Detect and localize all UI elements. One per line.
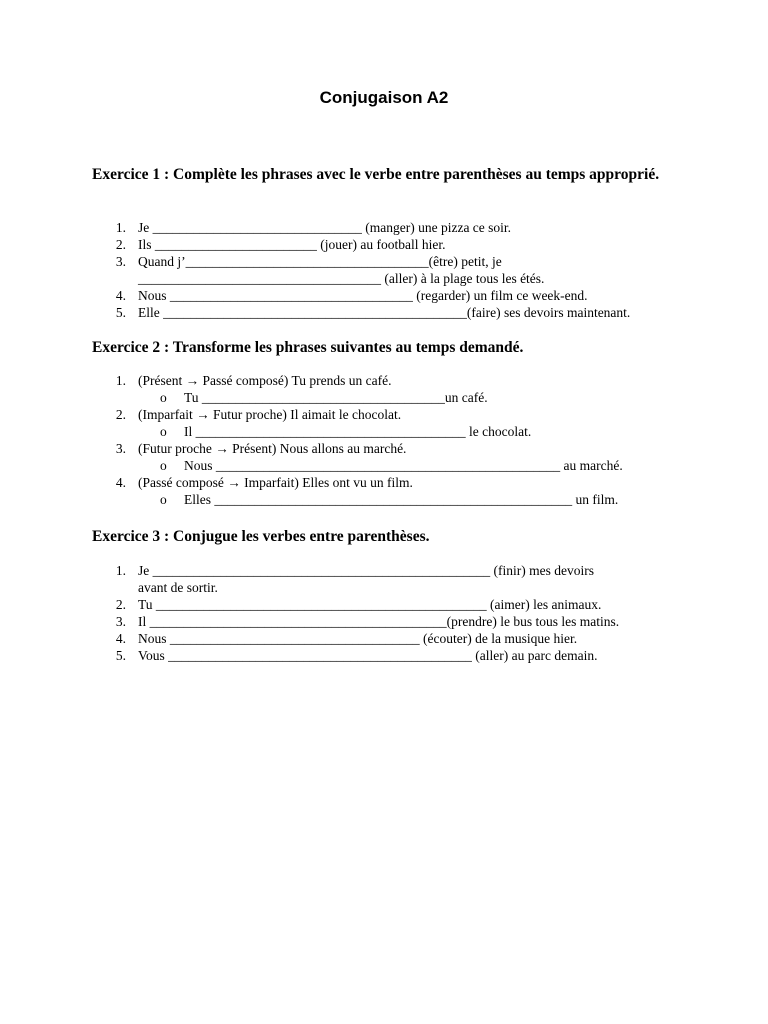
item-text: (Imparfait → Futur proche) Il aimait le chocolat. xyxy=(138,407,402,422)
list-item xyxy=(92,613,712,630)
sub-item-text: Elles _____________________________________________________ un film. xyxy=(184,492,619,507)
item-text: (Passé composé → Imparfait) Elles ont vu un film. xyxy=(138,475,413,490)
item-number: 2. xyxy=(115,237,126,252)
exercise-3-heading: Exercice 3 : Conjugue les verbes entre parenthèses. xyxy=(92,528,430,545)
list-item xyxy=(92,304,712,321)
exercise-2-list xyxy=(92,372,712,508)
list-item-continuation xyxy=(92,579,712,596)
list-item xyxy=(92,596,712,613)
exercise-1-list xyxy=(92,219,712,321)
list-item xyxy=(92,253,712,270)
sub-list-item xyxy=(92,457,712,474)
item-number: 1. xyxy=(115,563,126,578)
item-number: 4. xyxy=(115,288,126,303)
bullet-icon: o xyxy=(160,492,167,507)
list-item xyxy=(92,287,712,304)
list-item xyxy=(92,236,712,253)
sub-item-text: Il ________________________________________ le chocolat. xyxy=(184,424,532,439)
item-number: 5. xyxy=(115,648,126,663)
item-number: 3. xyxy=(115,614,126,629)
item-text: Nous ____________________________________ (regarder) un film ce week-end. xyxy=(138,288,588,303)
list-item xyxy=(92,372,712,389)
item-text: Ils ________________________ (jouer) au football hier. xyxy=(138,237,446,252)
sub-item-text: Nous ___________________________________________________ au marché. xyxy=(184,458,623,473)
item-text: (Futur proche → Présent) Nous allons au marché. xyxy=(138,441,407,456)
item-number: 5. xyxy=(115,305,126,320)
bullet-icon: o xyxy=(160,390,167,405)
item-number: 2. xyxy=(115,407,126,422)
item-text: Quand j’____________________________________(être) petit, je xyxy=(138,254,502,269)
sub-item-text: Tu ____________________________________un café. xyxy=(184,390,488,405)
list-item xyxy=(92,406,712,423)
item-number: 3. xyxy=(115,441,126,456)
list-item xyxy=(92,219,712,236)
exercise-1-heading: Exercice 1 : Complète les phrases avec le verbe entre parenthèses au temps approprié. xyxy=(92,166,660,183)
item-text: Je _______________________________ (manger) une pizza ce soir. xyxy=(138,220,512,235)
item-number: 4. xyxy=(115,631,126,646)
item-text: Vous _____________________________________________ (aller) au parc demain. xyxy=(138,648,598,663)
sub-list-item xyxy=(92,491,712,508)
item-number: 2. xyxy=(115,597,126,612)
item-text: ____________________________________ (aller) à la plage tous les étés. xyxy=(138,271,545,286)
list-item xyxy=(92,562,712,579)
item-number: 1. xyxy=(115,373,126,388)
item-text: Elle _____________________________________________(faire) ses devoirs maintenant. xyxy=(138,305,631,320)
item-text: (Présent → Passé composé) Tu prends un café. xyxy=(138,373,392,388)
sub-list-item xyxy=(92,423,712,440)
list-item xyxy=(92,474,712,491)
item-number: 1. xyxy=(115,220,126,235)
item-text: Nous _____________________________________ (écouter) de la musique hier. xyxy=(138,631,578,646)
bullet-icon: o xyxy=(160,458,167,473)
item-text: Tu _________________________________________________ (aimer) les animaux. xyxy=(138,597,602,612)
list-item xyxy=(92,630,712,647)
sub-list-item xyxy=(92,389,712,406)
item-text: avant de sortir. xyxy=(138,580,218,595)
item-number: 3. xyxy=(115,254,126,269)
bullet-icon: o xyxy=(160,424,167,439)
item-text: Je __________________________________________________ (finir) mes devoirs xyxy=(138,563,594,578)
item-text: Il ____________________________________________(prendre) le bus tous les matins. xyxy=(138,614,620,629)
exercise-2-heading: Exercice 2 : Transforme les phrases suivantes au temps demandé. xyxy=(92,339,524,356)
list-item-continuation xyxy=(92,270,712,287)
exercise-3-list xyxy=(92,562,712,664)
list-item xyxy=(92,647,712,664)
page-title: Conjugaison A2 xyxy=(319,88,449,107)
list-item xyxy=(92,440,712,457)
item-number: 4. xyxy=(115,475,126,490)
